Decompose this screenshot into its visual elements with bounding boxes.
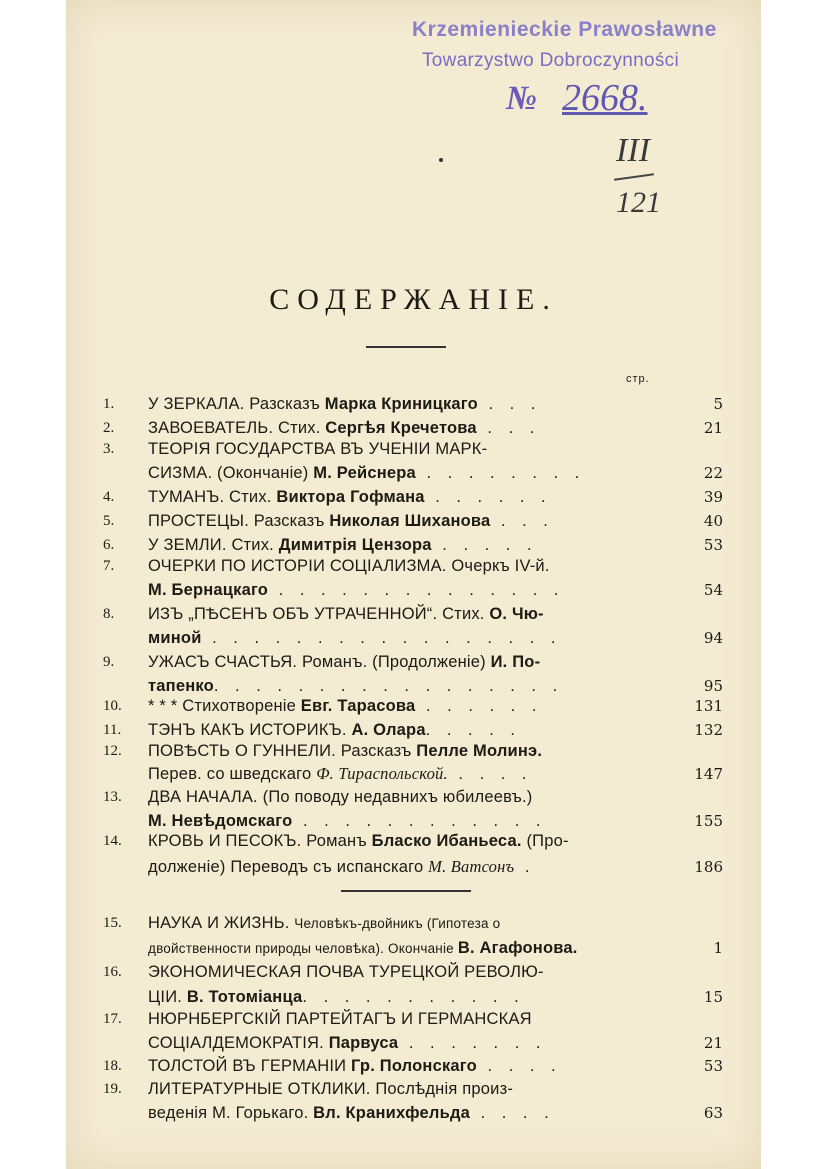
entry-author: Марка Криницкаго	[324, 395, 478, 413]
entry-text	[148, 627, 561, 649]
entry-text	[148, 830, 569, 852]
entry-text	[148, 695, 542, 717]
entry-number: 9.	[103, 654, 115, 670]
entry-author: Евг. Тарасова	[300, 697, 416, 715]
entry-page-number: 186	[694, 858, 723, 876]
entry-text	[148, 763, 533, 785]
entry-leader-dots: . . .	[490, 512, 554, 530]
entry-leader-dots: . . . . . .	[415, 697, 543, 715]
entry-number: 3.	[103, 441, 115, 457]
entry-page-number: 95	[703, 677, 723, 695]
entry-title: ЭКОНОМИЧЕСКАЯ ПОЧВА ТУРЕЦКОЙ РЕВОЛЮ-	[148, 963, 544, 981]
entry-author: миной	[148, 629, 202, 647]
entry-author: М. Бернацкаго	[148, 581, 269, 599]
entry-title: ТЭНЪ КАКЪ ИСТОРИКЪ.	[148, 721, 352, 739]
entry-title: Перев. со шведскаго	[148, 765, 317, 783]
pencil-mark-1: III	[616, 132, 650, 169]
entry-author: Парвуса	[328, 1034, 399, 1052]
entry-title: СИЗМА. (Окончаніе)	[148, 464, 314, 482]
entry-text	[148, 603, 544, 625]
document-page	[66, 0, 761, 1169]
entry-translator: Ф. Тираспольской.	[316, 764, 448, 783]
entry-author: тапенко	[148, 677, 214, 695]
entry-author: М. Рейснера	[313, 464, 416, 482]
entry-page-number: 22	[703, 464, 723, 482]
entry-author: И. По-	[490, 653, 541, 671]
pencil-divider	[614, 173, 654, 181]
entry-title: КРОВЬ И ПЕСОКЪ. Романъ	[148, 832, 372, 850]
entry-text	[148, 462, 585, 484]
section-divider	[341, 890, 471, 892]
entry-title: ТОЛСТОЙ ВЪ ГЕРМАНІИ	[148, 1057, 351, 1075]
entry-number: 5.	[103, 513, 115, 529]
entry-title: ПОВѢСТЬ О ГУННЕЛИ. Разсказъ	[148, 742, 417, 760]
pencil-mark-2: 121	[616, 186, 661, 219]
entry-text	[148, 1008, 532, 1030]
entry-page-number: 1	[713, 939, 723, 957]
entry-number: 4.	[103, 489, 115, 505]
entry-leader-dots: . . . . . . . . . . . . . . . . .	[213, 677, 564, 695]
entry-page-number: 63	[703, 1104, 723, 1122]
entry-page-number: 40	[703, 512, 723, 530]
entry-number: 19.	[103, 1081, 122, 1097]
entry-number: 15.	[103, 915, 122, 931]
title-divider	[366, 346, 446, 348]
entry-leader-dots: . . . . . . . .	[415, 464, 586, 482]
page-title: СОДЕРЖАНІЕ.	[269, 283, 558, 316]
entry-page-number: 131	[694, 697, 723, 715]
entry-page-number: 147	[694, 765, 723, 783]
entry-number: 8.	[103, 606, 115, 622]
entry-title: ТЕОРІЯ ГОСУДАРСТВА ВЪ УЧЕНІИ МАРК-	[148, 440, 488, 458]
entry-text	[148, 579, 564, 601]
entry-page-number: 5	[713, 395, 723, 413]
stamp-number-sign: №	[506, 80, 538, 117]
entry-text	[148, 810, 546, 832]
entry-text	[148, 937, 578, 960]
entry-number: 12.	[103, 743, 122, 759]
entry-author: Димитрія Цензора	[278, 536, 432, 554]
entry-leader-dots: . . . . .	[431, 536, 538, 554]
entry-number: 6.	[103, 537, 115, 553]
entry-title: НАУКА И ЖИЗНЬ.	[148, 914, 295, 932]
entry-author: Сергѣя Кречетова	[325, 419, 477, 437]
entry-page-number: 54	[703, 581, 723, 599]
entry-leader-dots: . . . .	[447, 765, 533, 783]
entry-text	[148, 534, 538, 556]
entry-page-number: 21	[703, 1034, 723, 1052]
entry-leader-dots: . . . . . . .	[398, 1034, 547, 1052]
entry-text	[148, 912, 500, 935]
entry-text	[148, 555, 550, 577]
entry-number: 13.	[103, 789, 122, 805]
entry-title: * * * Стихотвореніе	[148, 697, 301, 715]
ink-dot	[439, 158, 443, 162]
entry-text	[148, 675, 563, 697]
entry-text	[148, 1102, 555, 1124]
stamp-line-2: Towarzystwo Dobroczynności	[422, 50, 679, 71]
entry-page-number: 94	[703, 629, 723, 647]
entry-text	[148, 986, 525, 1008]
entry-author: О. Чю-	[489, 605, 544, 623]
entry-text	[148, 1078, 513, 1100]
entry-subtitle: двойственности природы человѣка). Окончаніе	[148, 941, 458, 956]
stamp-number: 2668.	[562, 77, 648, 119]
entry-tail: (Про-	[521, 832, 569, 850]
entry-page-number: 53	[703, 1057, 723, 1075]
entry-title: ТУМАНЪ. Стих.	[148, 488, 277, 506]
entry-text	[148, 961, 544, 983]
entry-number: 17.	[103, 1011, 122, 1027]
entry-number: 1.	[103, 396, 115, 412]
entry-leader-dots: . . . . . .	[424, 488, 552, 506]
entry-number: 11.	[103, 722, 122, 738]
entry-page-number: 132	[694, 721, 723, 739]
entry-title: ЦІИ.	[148, 988, 187, 1006]
entry-leader-dots: . . .	[477, 395, 542, 413]
entry-text	[148, 1032, 546, 1054]
entry-number: 18.	[103, 1058, 122, 1074]
entry-text	[148, 719, 521, 741]
entry-title: ЛИТЕРАТУРНЫЕ ОТКЛИКИ. Послѣднія произ-	[148, 1080, 514, 1098]
entry-text	[148, 510, 554, 532]
page-column-header: стр.	[626, 373, 650, 385]
entry-text	[148, 1055, 562, 1077]
entry-author: Гр. Полонскаго	[350, 1057, 477, 1075]
entry-number: 2.	[103, 420, 115, 436]
entry-author: Виктора Гофмана	[276, 488, 425, 506]
entry-author: А. Олара	[351, 721, 426, 739]
entry-page-number: 155	[694, 812, 723, 830]
entry-author: М. Невѣдомскаго	[148, 812, 293, 830]
entry-text	[148, 651, 540, 673]
entry-page-number: 39	[703, 488, 723, 506]
entry-title: ПРОСТЕЦЫ. Разсказъ	[148, 512, 330, 530]
entry-title: У ЗЕРКАЛА. Разсказъ	[148, 395, 325, 413]
entry-leader-dots: . . . .	[476, 1057, 562, 1075]
entry-title: УЖАСЪ СЧАСТЬЯ. Романъ. (Продолженіе)	[148, 653, 491, 671]
entry-title: СОЦІАЛДЕМОКРАТІЯ.	[148, 1034, 329, 1052]
entry-text	[148, 417, 540, 439]
entry-leader-dots: . . . . . . . . . . . . . . . . .	[201, 629, 562, 647]
entry-author: Бласко Ибаньеса.	[371, 832, 522, 850]
entry-page-number: 53	[703, 536, 723, 554]
entry-title: ДВА НАЧАЛА. (По поводу недавнихъ юбилеевъ.)	[148, 788, 533, 806]
entry-leader-dots: . . . . . . . . . . . . . .	[268, 581, 565, 599]
entry-leader-dots: .	[514, 858, 536, 876]
entry-leader-dots: . . .	[476, 419, 541, 437]
entry-text	[148, 486, 552, 508]
entry-number: 14.	[103, 833, 122, 849]
entry-leader-dots: . . . .	[470, 1104, 555, 1122]
entry-author: Пелле Молинэ.	[416, 742, 543, 760]
entry-title: веденія М. Горькаго.	[148, 1104, 314, 1122]
entry-page-number: 21	[703, 419, 723, 437]
entry-title: ОЧЕРКИ ПО ИСТОРІИ СОЦІАЛИЗМА. Очеркъ IV-й.	[148, 557, 550, 575]
entry-author: В. Тотоміанца	[186, 988, 303, 1006]
entry-translator: М. Ватсонъ	[428, 857, 515, 876]
entry-title: У ЗЕМЛИ. Стих.	[148, 536, 279, 554]
entry-author: В. Агафонова.	[457, 939, 578, 957]
entry-subtitle: Человѣкъ-двойникъ (Гипотеза о	[294, 916, 501, 931]
entry-page-number: 15	[703, 988, 723, 1006]
entry-author: Николая Шиханова	[329, 512, 491, 530]
stamp-line-1: Krzemienieckie Prawosławne	[412, 18, 717, 41]
entry-text	[148, 740, 542, 762]
entry-title: НЮРНБЕРГСКІЙ ПАРТЕЙТАГЪ И ГЕРМАНСКАЯ	[148, 1010, 532, 1028]
entry-text	[148, 856, 535, 878]
entry-number: 7.	[103, 558, 115, 574]
entry-leader-dots: . . . . . . . . . . . .	[292, 812, 547, 830]
entry-title: ЗАВОЕВАТЕЛЬ. Стих.	[148, 419, 326, 437]
entry-leader-dots: . . . . .	[425, 721, 521, 739]
entry-text	[148, 438, 487, 460]
entry-text	[148, 786, 533, 808]
entry-leader-dots: . . . . . . . . . . .	[302, 988, 525, 1006]
entry-number: 10.	[103, 698, 122, 714]
entry-title: ИЗЪ „ПѢСЕНЪ ОБЪ УТРАЧЕННОЙ“. Стих.	[148, 605, 490, 623]
entry-text	[148, 393, 541, 415]
entry-author: Вл. Кранихфельда	[313, 1104, 470, 1122]
entry-title: долженіе) Переводъ съ испанскаго	[148, 858, 429, 876]
entry-number: 16.	[103, 964, 122, 980]
